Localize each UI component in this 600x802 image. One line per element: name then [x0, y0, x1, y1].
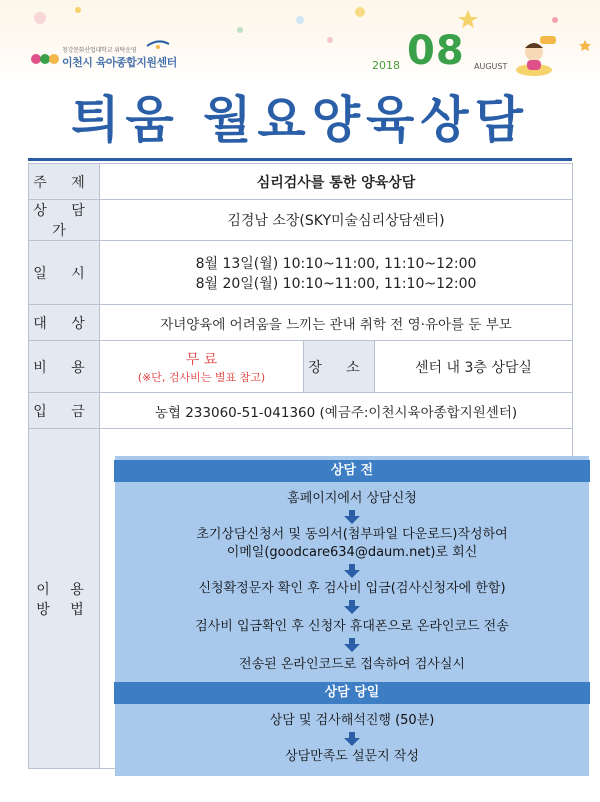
step-satisfaction-survey: 상담만족도 설문지 작성	[285, 749, 419, 764]
deposit-value: 농협 233060-51-041360 (예금주:이천시육아종합지원센터)	[100, 393, 573, 429]
usage-label-line-2: 방 법	[36, 601, 92, 618]
arrow-down-icon	[344, 638, 360, 652]
usage-flow	[114, 456, 590, 776]
table-row	[29, 164, 573, 200]
table-row	[29, 241, 573, 305]
month-number: 08	[407, 28, 465, 74]
arrow-down-icon	[344, 510, 360, 524]
title-underline	[28, 158, 572, 161]
org-subtitle: 청강문화산업대학교 위탁운영	[62, 47, 137, 54]
org-symbol-icon	[145, 38, 171, 50]
step-online-code: 검사비 입금확인 후 신청자 휴대폰으로 온라인코드 전송	[195, 619, 509, 634]
child-illustration-icon	[510, 34, 558, 78]
org-logo-icon	[30, 52, 60, 66]
before-counseling-header: 상담 전	[114, 460, 590, 482]
step-counseling-session: 상담 및 검사해석진행 (50분)	[269, 713, 435, 728]
place-value: 센터 내 3층 상담실	[375, 341, 573, 393]
year-label: 2018	[372, 59, 400, 72]
date-label: 일 시	[29, 241, 100, 305]
usage-label-line-1: 이 용	[36, 581, 92, 598]
step-confirm-payment: 신청확정문자 확인 후 검사비 입금(검사신청자에 한함)	[198, 581, 506, 596]
cost-note: (※단, 검사비는 별표 참고)	[137, 370, 266, 384]
date-line-1: 8월 13일(월) 10:10~11:00, 11:10~12:00	[195, 255, 477, 272]
step-form-line-2: 이메일(goodcare634@daum.net)로 회신	[226, 545, 478, 560]
counseling-day-header: 상담 당일	[114, 682, 590, 704]
date-value	[100, 241, 573, 305]
cost-label: 비 용	[29, 341, 100, 393]
header-banner	[0, 0, 600, 82]
counselor-label: 상 담 가	[29, 200, 100, 241]
topic-value: 심리검사를 통한 양육상담	[100, 164, 573, 200]
place-label: 장 소	[304, 341, 375, 393]
table-row	[29, 305, 573, 341]
step-homepage-apply: 홈페이지에서 상담신청	[287, 491, 417, 506]
arrow-down-icon	[344, 600, 360, 614]
topic-label: 주 제	[29, 164, 100, 200]
table-row	[29, 393, 573, 429]
usage-label	[29, 429, 100, 769]
deposit-label: 입 금	[29, 393, 100, 429]
table-row	[29, 200, 573, 241]
page-title: 틔움 월요양육상담	[71, 91, 529, 149]
step-take-test: 전송된 온라인코드로 접속하여 검사실시	[239, 657, 465, 672]
table-row	[29, 341, 573, 393]
month-english: AUGUST	[474, 62, 508, 71]
step-form-line-1: 초기상담신청서 및 동의서(첨부파일 다운로드)작성하여	[196, 527, 508, 542]
cost-cell	[100, 341, 304, 393]
org-name: 이천시 육아종합지원센터	[62, 56, 177, 69]
date-line-2: 8월 20일(월) 10:10~11:00, 11:10~12:00	[195, 275, 477, 292]
arrow-down-icon	[344, 564, 360, 578]
cost-value: 무 료	[185, 351, 218, 368]
arrow-down-icon	[344, 732, 360, 746]
target-label: 대 상	[29, 305, 100, 341]
target-value: 자녀양육에 어려움을 느끼는 관내 취학 전 영·유아를 둔 부모	[100, 305, 573, 341]
counselor-value: 김경남 소장(SKY미술심리상담센터)	[100, 200, 573, 241]
